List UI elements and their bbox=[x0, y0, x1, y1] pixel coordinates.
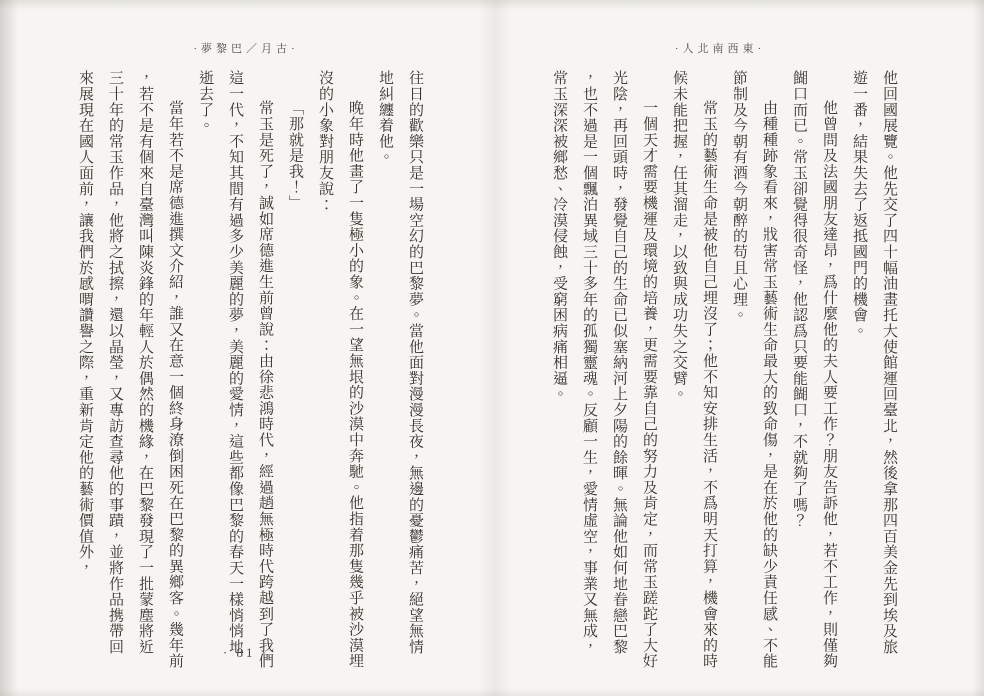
left-running-head: ·夢黎巴／月古· bbox=[193, 43, 299, 55]
left-page-text bbox=[58, 70, 430, 670]
paragraph: 他曾問及法國朋友達昂，爲什麼他的夫人要工作？朋友告訴他，若不工作，則僅夠餬口而已。常玉卻覺得很奇怪，他認爲只要能餬口，不就夠了嗎？ bbox=[791, 70, 837, 669]
paragraph: 由種種跡象看來，戕害常玉藝術生命最大的致命傷，是在於他的缺少責任感、不能節制及今朝有酒今朝醉的苟且心理。 bbox=[731, 70, 777, 669]
paragraph: 常玉是死了，誠如席德進生前曾說：由徐悲鴻時代，經過趙無極時代跨越到了我們這一代，不知其間有過多少美麗的夢，美麗的愛情，這些都像巴黎的春天一樣悄悄地逝去了。 bbox=[197, 70, 273, 669]
paragraph: 晚年時他畫了一隻極小的象。在一望無垠的沙漠中奔馳。他指着那隻幾乎被沙漠埋沒的小象對朋友說： bbox=[317, 70, 363, 669]
right-running-head: ·人北南西東· bbox=[674, 43, 766, 55]
right-page-text bbox=[532, 70, 904, 670]
scan-edge-top bbox=[0, 0, 984, 10]
paragraph: 當年若不是席德進撰文介紹，誰又在意一個終身潦倒困死在巴黎的異鄉客。幾年前，若不是有個來自臺灣叫陳炎鋒的年輕人於偶然的機緣，在巴黎發現了一批蒙塵將近三十年的常玉作品，他將之拭擦，還以晶瑩，又專訪查尋他的事蹟，並將作品携帶回來展現在國人面前，讓我們於感喟讚譽之際，重新肯定他的藝術價值外， bbox=[77, 70, 183, 669]
paragraph: 常玉的藝術生命是被他自己埋沒了；他不知安排生活，不爲明天打算，機會來的時候未能把握，任其溜走，以致與成功失之交臂。 bbox=[671, 70, 717, 669]
scan-edge-bottom bbox=[0, 688, 984, 696]
scan-edge-right bbox=[972, 0, 984, 696]
scan-edge-left bbox=[0, 0, 18, 696]
paragraph: 他回國展覽。他先交了四十幅油畫托大使館運回臺北，然後拿那四百美金先到埃及旅遊一番，結果失去了返抵國門的機會。 bbox=[851, 70, 897, 655]
paragraph: 「那就是我！」 bbox=[287, 100, 303, 211]
binding-gutter-shadow bbox=[478, 0, 512, 696]
page-number: · 81 · bbox=[222, 645, 270, 660]
paragraph: 一個天才需要機運及環境的培養，更需要靠自己的努力及肯定，而常玉蹉跎了大好光陰，再回頭時，發覺自己的生命已似塞納河上夕陽的餘暉。無論他如何地眷戀巴黎，也不過是一個飄泊異域三十多年的孤獨靈魂。反顧一生，愛情虛空，事業又無成，常玉深深被鄉愁、冷漠侵蝕，受窮困病痛相逼。 bbox=[551, 70, 657, 669]
right-page bbox=[492, 0, 984, 696]
paragraph: 往日的歡樂只是一場空幻的巴黎夢。當他面對漫漫長夜，無邊的憂鬱痛苦，絕望無情地糾纏着他。 bbox=[377, 70, 423, 655]
